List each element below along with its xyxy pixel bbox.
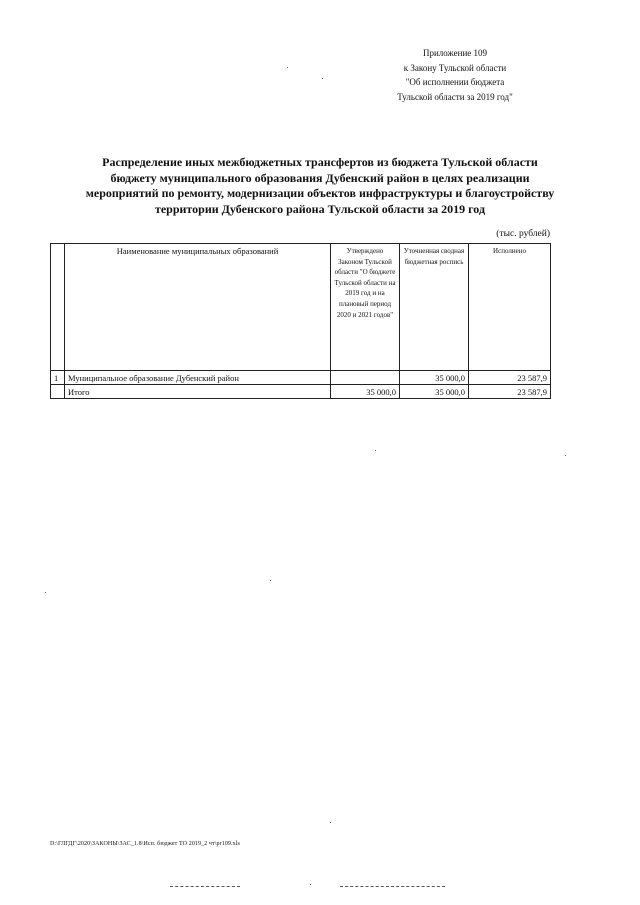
scan-speck <box>287 67 288 68</box>
scan-speck <box>45 592 46 593</box>
row-name: Итого <box>65 385 331 399</box>
row-executed: 23 587,9 <box>469 371 551 385</box>
appendix-line: Приложение 109 <box>422 48 488 58</box>
appendix-note <box>330 46 580 104</box>
scan-speck <box>322 78 323 79</box>
row-name: Муниципальное образование Дубенский район <box>65 371 331 385</box>
header-municipality-name: Наименование муниципальных образований <box>65 244 331 371</box>
header-approved: Утверждено Законом Тульской области "О бюджете Тульской области на 2019 год и на плановый период 2020 и 2021 годов" <box>331 244 400 371</box>
transfers-table <box>50 243 551 399</box>
appendix-line: "Об исполнении бюджета <box>405 77 505 87</box>
row-number <box>51 385 65 399</box>
scan-speck <box>565 455 566 456</box>
appendix-line: к Закону Тульской области <box>403 62 507 73</box>
table-row <box>51 371 551 385</box>
scan-speck <box>310 884 311 885</box>
title-line: Распределение иных межбюджетных трансфертов из бюджета Тульской области <box>102 155 538 169</box>
scan-speck <box>375 450 376 451</box>
header-number <box>51 244 65 371</box>
row-number: 1 <box>51 371 65 385</box>
title-line: территории Дубенского района Тульской области за 2019 год <box>154 201 486 216</box>
units-label: (тыс. рублей) <box>496 229 550 239</box>
document-title <box>36 155 604 217</box>
scan-artifact-line <box>340 886 445 887</box>
row-revised: 35 000,0 <box>400 385 469 399</box>
table-header-row <box>51 244 551 371</box>
row-revised: 35 000,0 <box>400 371 469 385</box>
title-line: мероприятий по ремонту, модернизации объектов инфраструктуры и благоустройству <box>85 186 555 200</box>
scan-speck <box>270 580 271 581</box>
appendix-line: Тульской области за 2019 год" <box>397 91 513 102</box>
header-revised-budget: Уточненная сводная бюджетная роспись <box>400 244 469 371</box>
table-total-row <box>51 385 551 399</box>
row-approved: 35 000,0 <box>331 385 400 399</box>
scan-speck <box>330 822 331 823</box>
scan-artifact-line <box>170 886 240 887</box>
row-approved <box>331 371 400 385</box>
file-path-footer: D:\ГЛГДГ\2020\ЗАКОНЫ\ЗАС_1.8\Исп. бюджет ТО 2019_2 чт\рr109.xls <box>50 841 240 847</box>
title-line: бюджету муниципального образования Дубенский район в целях реализации <box>110 170 530 185</box>
header-executed: Исполнено <box>469 244 551 371</box>
row-executed: 23 587,9 <box>469 385 551 399</box>
